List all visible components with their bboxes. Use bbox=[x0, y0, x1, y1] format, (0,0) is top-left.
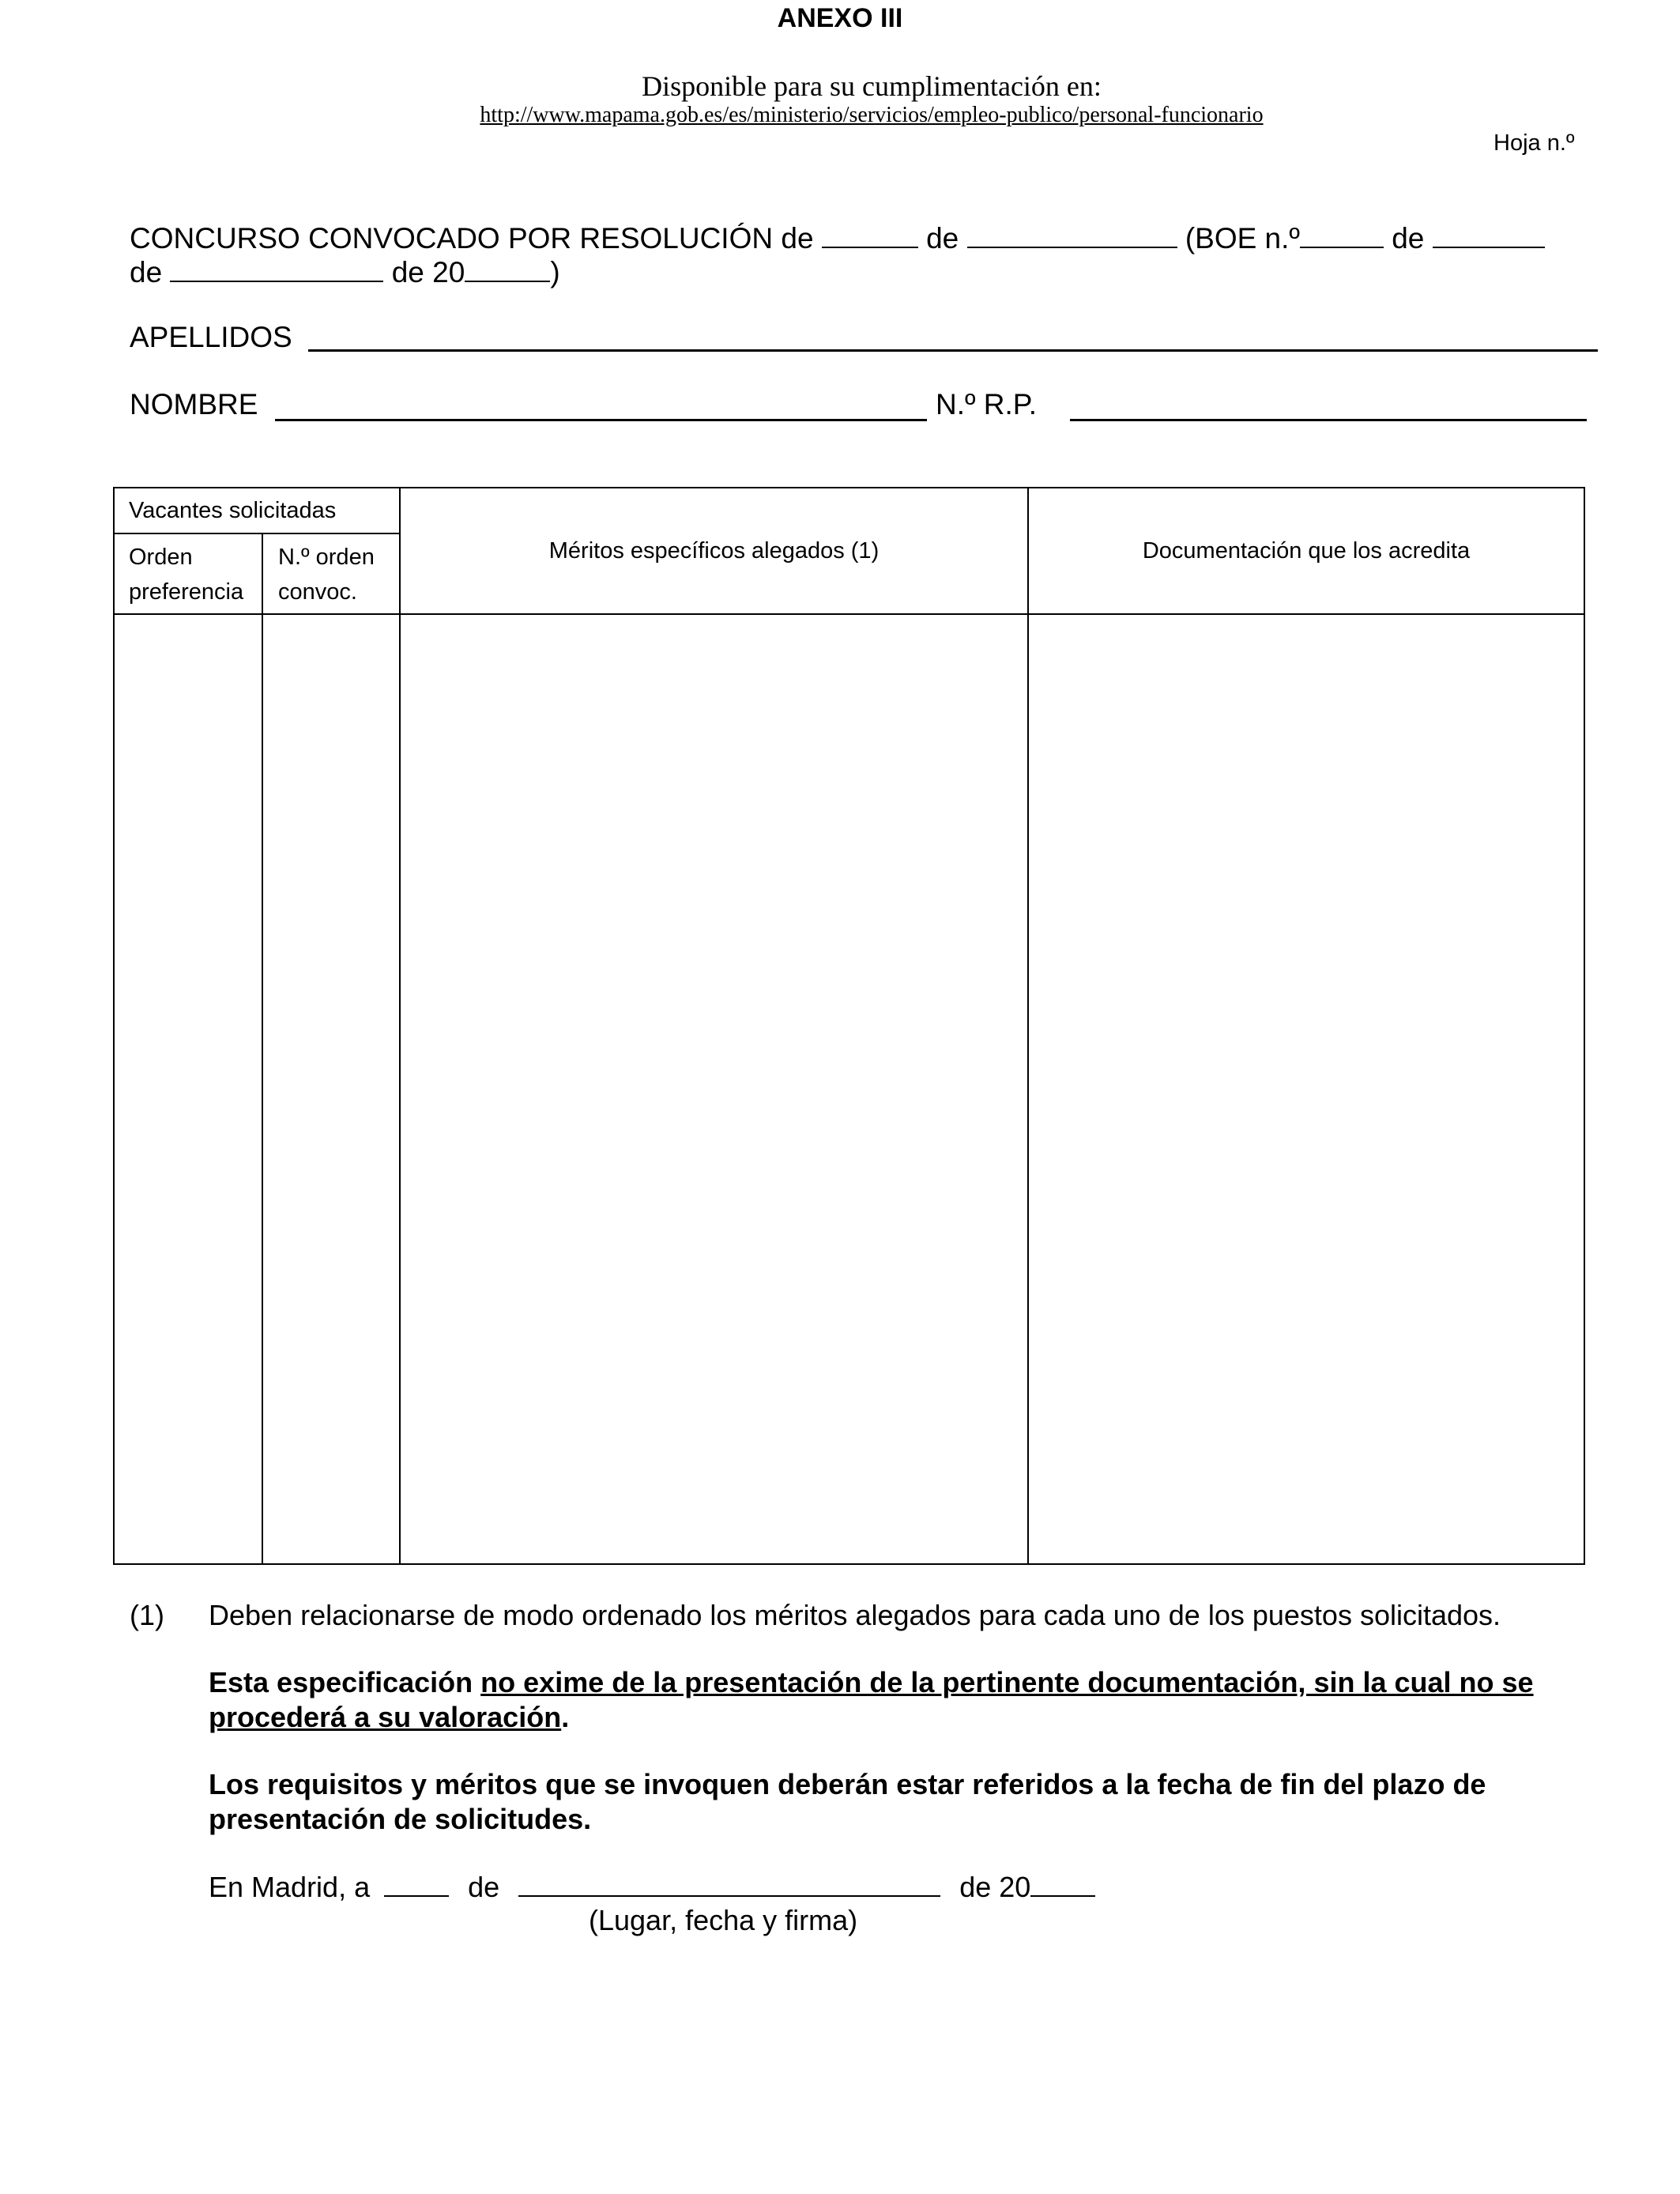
order-preference-line-2: preferencia bbox=[129, 579, 244, 605]
signature-day-blank[interactable] bbox=[384, 1868, 449, 1897]
boe-number-blank[interactable] bbox=[1300, 220, 1384, 248]
order-convocation-header bbox=[278, 540, 375, 609]
table-top-border bbox=[113, 487, 1585, 488]
order-preference-header bbox=[129, 540, 243, 609]
concurso-de-2: de bbox=[1392, 222, 1425, 254]
signature-place: En Madrid, a bbox=[209, 1871, 371, 1903]
resolution-month-blank[interactable] bbox=[967, 220, 1177, 248]
documentation-cell[interactable] bbox=[1029, 615, 1584, 1563]
documentation-header: Documentación que los acredita bbox=[1142, 538, 1471, 564]
note-marker: (1) bbox=[130, 1599, 164, 1631]
note-2-lead: Esta especificación bbox=[209, 1666, 481, 1698]
note-1: Deben relacionarse de modo ordenado los méritos alegados para cada uno de los puestos solicitados. bbox=[209, 1599, 1501, 1631]
signature-caption: (Lugar, fecha y firma) bbox=[589, 1904, 858, 1936]
vacancies-header: Vacantes solicitadas bbox=[129, 498, 337, 523]
availability-text: Disponible para su cumplimentación en: bbox=[642, 70, 1102, 102]
name-label: NOMBRE bbox=[130, 388, 258, 420]
table-bottom-border bbox=[113, 1563, 1585, 1565]
surname-label: APELLIDOS bbox=[130, 321, 292, 353]
annex-title: ANEXO III bbox=[777, 3, 903, 33]
signature-year-blank[interactable] bbox=[1030, 1868, 1095, 1897]
merits-header: Méritos específicos alegados (1) bbox=[548, 538, 880, 564]
concurso-de-3: de bbox=[130, 256, 163, 288]
signature-month-blank[interactable] bbox=[518, 1868, 940, 1897]
name-field[interactable] bbox=[275, 387, 927, 421]
year-prefix: de 20 bbox=[391, 256, 465, 288]
nrp-label: N.º R.P. bbox=[936, 388, 1037, 420]
concurso-line-1 bbox=[130, 220, 1545, 255]
note-2-end: . bbox=[561, 1701, 570, 1733]
boe-month-blank[interactable] bbox=[170, 254, 383, 282]
order-convocation-line-2: convoc. bbox=[278, 579, 357, 605]
sheet-number-label: Hoja n.º bbox=[1494, 130, 1575, 156]
concurso-label: CONCURSO CONVOCADO POR RESOLUCIÓN de bbox=[130, 222, 814, 254]
signature-year-prefix: de 20 bbox=[959, 1871, 1031, 1903]
note-2-underlined: no exime de la presentación de la pertinente documentación, sin la cual no se procederá a su valoración bbox=[209, 1666, 1534, 1733]
boe-year-blank[interactable] bbox=[465, 254, 550, 282]
order-convocation-cell[interactable] bbox=[263, 615, 399, 1563]
resolution-day-blank[interactable] bbox=[822, 220, 918, 248]
surname-field[interactable] bbox=[308, 318, 1598, 352]
boe-label: (BOE n.º bbox=[1185, 222, 1300, 254]
concurso-line-2 bbox=[130, 254, 560, 289]
concurso-de-1: de bbox=[926, 222, 959, 254]
signature-de: de bbox=[468, 1871, 500, 1903]
order-preference-cell[interactable] bbox=[115, 615, 262, 1563]
signature-line bbox=[209, 1868, 1095, 1904]
close-paren: ) bbox=[550, 256, 560, 288]
boe-day-blank[interactable] bbox=[1433, 220, 1545, 248]
vacancies-subheader-line bbox=[113, 533, 401, 534]
table-right-border bbox=[1584, 487, 1585, 1565]
note-3: Los requisitos y méritos que se invoquen deberán estar referidos a la fecha de fin del plazo de presentación de solicitudes. bbox=[209, 1768, 1486, 1835]
nrp-field[interactable] bbox=[1070, 387, 1587, 421]
merits-cell[interactable] bbox=[401, 615, 1027, 1563]
order-convocation-line-1: N.º orden bbox=[278, 545, 375, 570]
availability-url[interactable]: http://www.mapama.gob.es/es/ministerio/servicios/empleo-publico/personal-funcionario bbox=[480, 103, 1264, 127]
note-2 bbox=[209, 1665, 1552, 1735]
order-preference-line-1: Orden bbox=[129, 545, 193, 570]
